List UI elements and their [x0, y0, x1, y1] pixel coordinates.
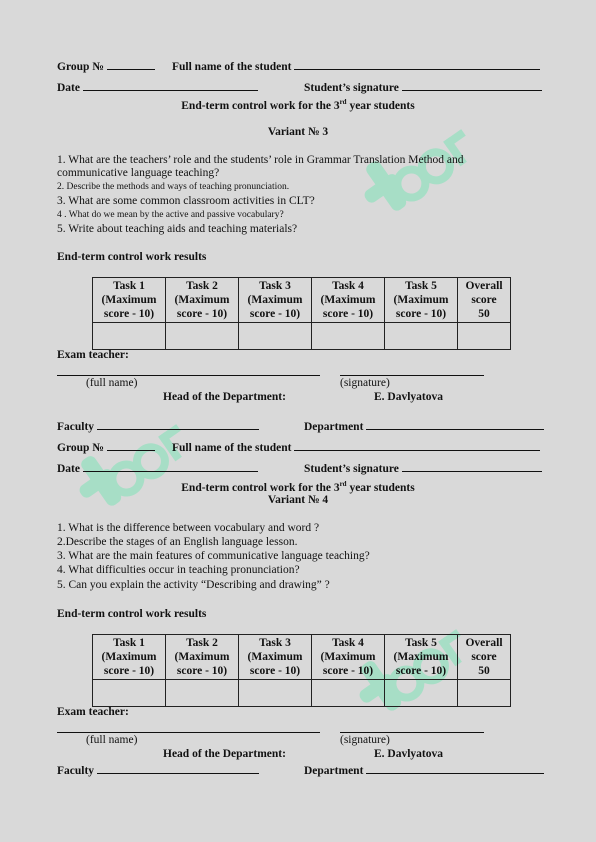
table-header-cell — [385, 635, 458, 680]
table-header-text: (Maximum — [101, 651, 157, 663]
results-title-2: End-term control work results — [57, 608, 207, 620]
table-header-text: Task 2 — [186, 637, 218, 649]
question-4-v4: 4. What difficulties occur in teaching pronunciation? — [57, 564, 300, 576]
table-header-cell — [312, 635, 385, 680]
table-header-cell — [239, 278, 312, 323]
table-header-text: Task 3 — [259, 280, 291, 292]
table-header-row — [93, 635, 511, 680]
faculty-field[interactable] — [57, 418, 259, 433]
table-header-cell — [166, 635, 239, 680]
student-name-field-2[interactable] — [172, 439, 540, 454]
table-header-text: 50 — [478, 308, 490, 320]
table-header-text: (Maximum — [101, 294, 157, 306]
date-label: Date — [57, 82, 80, 94]
variant-title-2: Variant № 4 — [267, 494, 329, 506]
table-header-text: score - 10) — [395, 308, 447, 320]
table-header-text: Task 2 — [186, 280, 218, 292]
department-label: Department — [304, 421, 364, 433]
teacher-signature-line-2[interactable] — [340, 732, 484, 733]
group-field[interactable] — [57, 58, 155, 73]
score-input-cell[interactable] — [312, 323, 385, 350]
table-header-text: Task 3 — [259, 637, 291, 649]
score-input-cell[interactable] — [93, 680, 166, 707]
date-label-2: Date — [57, 463, 80, 475]
exam-teacher-label: Exam teacher: — [57, 349, 129, 361]
table-header-text: Task 1 — [113, 637, 145, 649]
teacher-name-line-2[interactable] — [57, 732, 320, 733]
table-header-text: (Maximum — [247, 294, 303, 306]
results-title: End-term control work results — [57, 251, 207, 263]
full-name-caption-2: (full name) — [86, 734, 138, 746]
score-input-cell[interactable] — [166, 323, 239, 350]
table-header-text: score - 10) — [176, 308, 228, 320]
signature-caption-2: (signature) — [340, 734, 390, 746]
table-header-text: Task 5 — [405, 280, 437, 292]
table-header-text: (Maximum — [247, 651, 303, 663]
table-header-text: score - 10) — [249, 308, 301, 320]
table-header-text: score - 10) — [395, 665, 447, 677]
table-header-text: score — [471, 294, 497, 306]
question-4: 4 . What do we mean by the active and passive vocabulary? — [57, 210, 284, 220]
question-1-v4: 1. What is the difference between vocabulary and word ? — [57, 522, 320, 534]
table-score-row — [93, 323, 511, 350]
score-input-cell[interactable] — [458, 680, 511, 707]
table-header-cell — [385, 278, 458, 323]
score-input-cell[interactable] — [458, 323, 511, 350]
question-5: 5. Write about teaching aids and teaching materials? — [57, 223, 298, 235]
student-signature-label: Student’s signature — [304, 82, 399, 94]
table-header-text: score - 10) — [176, 665, 228, 677]
student-signature-label-2: Student’s signature — [304, 463, 399, 475]
table-header-text: (Maximum — [393, 294, 449, 306]
table-header-text: Task 4 — [332, 280, 364, 292]
question-3-v4: 3. What are the main features of communicative language teaching? — [57, 550, 370, 562]
question-2: 2. Describe the methods and ways of teaching pronunciation. — [57, 182, 290, 192]
score-input-cell[interactable] — [239, 323, 312, 350]
table-header-text: (Maximum — [393, 651, 449, 663]
table-header-text: (Maximum — [174, 294, 230, 306]
table-header-text: (Maximum — [320, 651, 376, 663]
teacher-name-line[interactable] — [57, 375, 320, 376]
teacher-signature-line[interactable] — [340, 375, 484, 376]
department-field[interactable] — [304, 418, 544, 433]
head-of-department-name: E. Davlyatova — [374, 391, 443, 403]
date-field[interactable] — [57, 79, 258, 94]
table-header-text: score — [471, 651, 497, 663]
full-name-caption: (full name) — [86, 377, 138, 389]
score-input-cell[interactable] — [93, 323, 166, 350]
question-1: 1. What are the teachers’ role and the students’ role in Grammar Translation Method and — [57, 154, 464, 166]
results-table — [92, 277, 511, 350]
question-3: 3. What are some common classroom activities in CLT? — [57, 195, 315, 207]
table-header-cell — [458, 635, 511, 680]
table-header-cell — [239, 635, 312, 680]
faculty-label-bottom: Faculty — [57, 765, 95, 777]
question-5-v4: 5. Can you explain the activity “Describing and drawing” ? — [57, 579, 330, 591]
department-label-bottom: Department — [304, 765, 364, 777]
exam-teacher-label-2: Exam teacher: — [57, 706, 129, 718]
table-header-text: Overall — [465, 280, 503, 292]
score-input-cell[interactable] — [385, 680, 458, 707]
table-header-cell — [312, 278, 385, 323]
page-title: End-term control work for the 3rd year students — [181, 98, 415, 112]
signature-caption: (signature) — [340, 377, 390, 389]
head-of-department-name-2: E. Davlyatova — [374, 748, 443, 760]
table-header-text: (Maximum — [320, 294, 376, 306]
student-name-field[interactable] — [172, 58, 540, 73]
date-field-2[interactable] — [57, 460, 258, 475]
head-of-department-label-2: Head of the Department: — [163, 748, 286, 760]
results-table-2 — [92, 634, 511, 707]
group-field-2[interactable] — [57, 439, 155, 454]
score-input-cell[interactable] — [385, 323, 458, 350]
table-score-row — [93, 680, 511, 707]
score-input-cell[interactable] — [239, 680, 312, 707]
faculty-field-bottom[interactable] — [57, 762, 259, 777]
table-header-text: Task 4 — [332, 637, 364, 649]
table-header-text: 50 — [478, 665, 490, 677]
table-header-text: score - 10) — [103, 665, 155, 677]
variant-title: Variant № 3 — [267, 126, 329, 138]
head-of-department-label: Head of the Department: — [163, 391, 286, 403]
group-label: Group № — [57, 61, 104, 73]
table-header-text: score - 10) — [249, 665, 301, 677]
table-header-text: score - 10) — [322, 665, 374, 677]
student-name-label-2: Full name of the student — [172, 442, 292, 454]
table-header-cell — [458, 278, 511, 323]
group-label-2: Group № — [57, 442, 104, 454]
table-header-row — [93, 278, 511, 323]
table-header-text: Task 1 — [113, 280, 145, 292]
table-header-text: Overall — [465, 637, 503, 649]
score-input-cell[interactable] — [166, 680, 239, 707]
table-header-cell — [93, 635, 166, 680]
faculty-label: Faculty — [57, 421, 95, 433]
table-header-text: score - 10) — [103, 308, 155, 320]
student-signature-field[interactable] — [304, 79, 542, 94]
question-2-v4: 2.Describe the stages of an English language lesson. — [57, 536, 298, 548]
table-header-text: score - 10) — [322, 308, 374, 320]
table-header-text: Task 5 — [405, 637, 437, 649]
department-field-bottom[interactable] — [304, 762, 544, 777]
table-header-text: (Maximum — [174, 651, 230, 663]
question-1-cont: communicative language teaching? — [57, 167, 220, 179]
page-title-2: End-term control work for the 3rd year students — [181, 480, 415, 494]
score-input-cell[interactable] — [312, 680, 385, 707]
student-signature-field-2[interactable] — [304, 460, 542, 475]
student-name-label: Full name of the student — [172, 61, 292, 73]
table-header-cell — [93, 278, 166, 323]
table-header-cell — [166, 278, 239, 323]
